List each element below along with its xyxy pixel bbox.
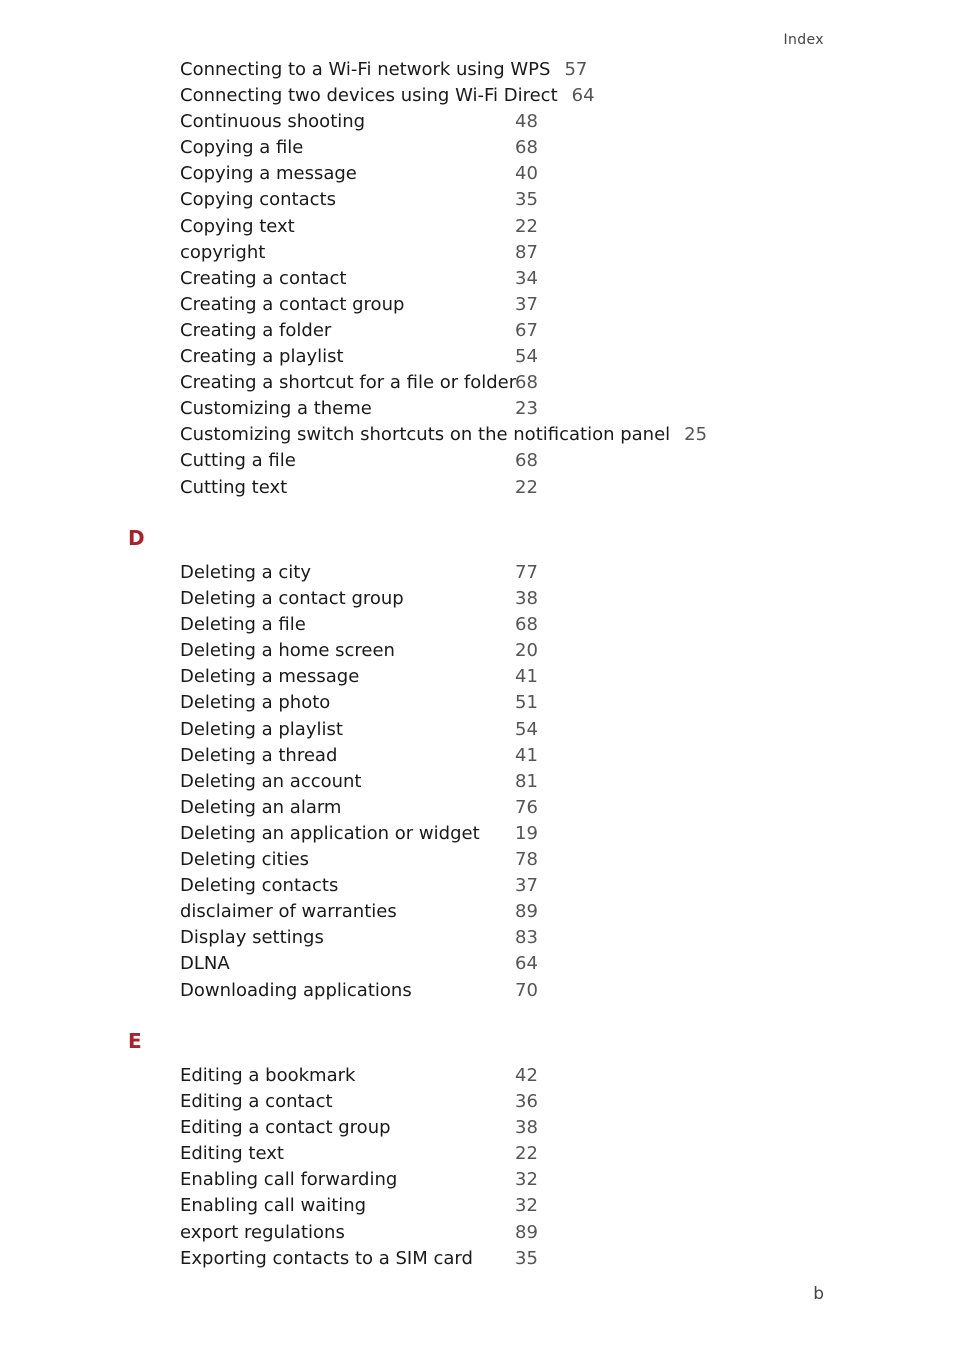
section-letter-d: D bbox=[128, 526, 145, 550]
index-term: Enabling call waiting bbox=[180, 1195, 367, 1217]
index-term: Deleting an alarm bbox=[180, 796, 342, 818]
index-page-number: 67 bbox=[515, 319, 538, 341]
index-entry bbox=[180, 318, 707, 344]
index-term: Deleting an application or widget bbox=[180, 822, 480, 844]
index-term: Deleting a file bbox=[180, 614, 306, 636]
index-page-number: 41 bbox=[515, 744, 538, 766]
index-page-number: 89 bbox=[515, 901, 538, 923]
index-page-number: 42 bbox=[515, 1065, 538, 1086]
index-entry bbox=[180, 978, 538, 1004]
index-page-number: 32 bbox=[515, 1195, 538, 1217]
index-page-number: 19 bbox=[515, 822, 538, 844]
index-term: disclaimer of warranties bbox=[180, 901, 397, 923]
index-entry bbox=[180, 240, 707, 266]
index-term: DLNA bbox=[180, 953, 230, 975]
index-entry bbox=[180, 1220, 538, 1246]
index-entry bbox=[180, 795, 538, 821]
index-page-number: 89 bbox=[515, 1221, 538, 1243]
index-term: Cutting text bbox=[180, 476, 288, 498]
index-page-number: 22 bbox=[515, 476, 538, 498]
index-page-number: 51 bbox=[515, 692, 538, 714]
index-entry bbox=[180, 847, 538, 873]
index-entry bbox=[180, 769, 538, 795]
index-entry bbox=[180, 560, 538, 586]
index-term: Creating a contact bbox=[180, 267, 347, 289]
index-section-c bbox=[180, 57, 707, 501]
index-entry bbox=[180, 57, 707, 83]
index-term: Deleting a message bbox=[180, 666, 360, 688]
section-letter-e: E bbox=[128, 1029, 142, 1053]
index-page-number: 32 bbox=[515, 1169, 538, 1191]
index-page-number: 40 bbox=[515, 163, 538, 185]
index-page-number: 68 bbox=[515, 372, 538, 394]
index-term: copyright bbox=[180, 241, 266, 263]
index-page-number: 35 bbox=[515, 189, 538, 211]
index-term: Copying contacts bbox=[180, 189, 336, 211]
index-term: Deleting contacts bbox=[180, 875, 339, 897]
index-page-number: 23 bbox=[515, 398, 538, 420]
index-page-number: 54 bbox=[515, 718, 538, 740]
index-entry bbox=[180, 475, 707, 501]
index-entry bbox=[180, 1141, 538, 1167]
index-page-number: 37 bbox=[515, 293, 538, 315]
index-term: Downloading applications bbox=[180, 979, 412, 1001]
index-entry bbox=[180, 1089, 538, 1115]
index-entry bbox=[180, 292, 707, 318]
index-entry bbox=[180, 638, 538, 664]
index-page-number: 70 bbox=[515, 979, 538, 1001]
index-page-number: 64 bbox=[571, 85, 595, 107]
index-term: Copying a message bbox=[180, 163, 357, 185]
index-term: export regulations bbox=[180, 1221, 345, 1243]
index-page-number: 38 bbox=[515, 1117, 538, 1139]
index-term: Connecting two devices using Wi-Fi Direct bbox=[180, 85, 558, 107]
index-term: Deleting an account bbox=[180, 770, 362, 792]
index-term: Customizing a theme bbox=[180, 398, 372, 420]
index-term: Deleting cities bbox=[180, 849, 310, 871]
index-entry bbox=[180, 1193, 538, 1219]
index-term: Continuous shooting bbox=[180, 111, 366, 133]
index-entry bbox=[180, 743, 538, 769]
index-page-number: 78 bbox=[515, 849, 538, 871]
index-entry bbox=[180, 873, 538, 899]
index-page-number: 87 bbox=[515, 241, 538, 263]
index-entry bbox=[180, 1063, 538, 1089]
index-term: Enabling call forwarding bbox=[180, 1169, 398, 1191]
index-entry bbox=[180, 266, 707, 292]
index-term: Deleting a thread bbox=[180, 744, 338, 766]
index-entry bbox=[180, 951, 538, 977]
index-page-number: 68 bbox=[515, 450, 538, 472]
index-entry bbox=[180, 586, 538, 612]
index-page-number: 68 bbox=[515, 137, 538, 159]
index-term: Copying a file bbox=[180, 137, 304, 159]
page-footer-number: b bbox=[813, 1284, 824, 1304]
index-page-number: 57 bbox=[564, 59, 588, 80]
index-term: Editing a contact group bbox=[180, 1117, 391, 1139]
index-entry bbox=[180, 448, 707, 474]
index-term: Connecting to a Wi-Fi network using WPS bbox=[180, 59, 551, 80]
index-term: Display settings bbox=[180, 927, 324, 949]
index-entry bbox=[180, 1115, 538, 1141]
index-term: Creating a playlist bbox=[180, 346, 344, 368]
index-entry bbox=[180, 690, 538, 716]
index-entry bbox=[180, 1167, 538, 1193]
index-page-number: 48 bbox=[515, 111, 538, 133]
index-entry bbox=[180, 396, 707, 422]
index-page-number: 22 bbox=[515, 1143, 538, 1165]
index-page-number: 54 bbox=[515, 346, 538, 368]
index-entry bbox=[180, 187, 707, 213]
index-term: Creating a folder bbox=[180, 319, 332, 341]
index-page-number: 83 bbox=[515, 927, 538, 949]
index-entry bbox=[180, 422, 707, 448]
index-term: Editing a contact bbox=[180, 1091, 333, 1113]
index-term: Creating a shortcut for a file or folder bbox=[180, 372, 517, 394]
index-entry bbox=[180, 135, 707, 161]
index-page-number: 64 bbox=[515, 953, 538, 975]
index-term: Cutting a file bbox=[180, 450, 296, 472]
index-entry bbox=[180, 1246, 538, 1272]
index-page-number: 68 bbox=[515, 614, 538, 636]
index-term: Deleting a city bbox=[180, 562, 311, 583]
index-page-number: 22 bbox=[515, 215, 538, 237]
index-entry bbox=[180, 344, 707, 370]
index-entry bbox=[180, 925, 538, 951]
index-page-number: 77 bbox=[515, 562, 538, 583]
index-page-number: 38 bbox=[515, 588, 538, 610]
index-entry bbox=[180, 899, 538, 925]
index-page-number: 76 bbox=[515, 796, 538, 818]
index-page-number: 36 bbox=[515, 1091, 538, 1113]
index-entry bbox=[180, 612, 538, 638]
index-page-number: 81 bbox=[515, 770, 538, 792]
index-entry bbox=[180, 717, 538, 743]
index-term: Deleting a home screen bbox=[180, 640, 395, 662]
index-section-d bbox=[180, 560, 538, 1004]
index-page-number: 25 bbox=[684, 424, 708, 446]
index-term: Creating a contact group bbox=[180, 293, 405, 315]
index-section-e bbox=[180, 1063, 538, 1272]
index-term: Deleting a photo bbox=[180, 692, 331, 714]
index-term: Exporting contacts to a SIM card bbox=[180, 1247, 473, 1269]
index-entry bbox=[180, 664, 538, 690]
index-page-number: 41 bbox=[515, 666, 538, 688]
index-entry bbox=[180, 161, 707, 187]
index-term: Editing a bookmark bbox=[180, 1065, 356, 1086]
index-entry bbox=[180, 109, 707, 135]
index-entry bbox=[180, 821, 538, 847]
index-page-number: 34 bbox=[515, 267, 538, 289]
index-term: Editing text bbox=[180, 1143, 284, 1165]
index-term: Customizing switch shortcuts on the notification panel bbox=[180, 424, 671, 446]
running-header: Index bbox=[783, 32, 824, 48]
index-term: Deleting a contact group bbox=[180, 588, 404, 610]
index-term: Deleting a playlist bbox=[180, 718, 343, 740]
index-term: Copying text bbox=[180, 215, 295, 237]
index-page-number: 20 bbox=[515, 640, 538, 662]
index-entry bbox=[180, 370, 707, 396]
index-entry bbox=[180, 214, 707, 240]
index-entry bbox=[180, 83, 707, 109]
index-page-number: 37 bbox=[515, 875, 538, 897]
index-page-number: 35 bbox=[515, 1247, 538, 1269]
